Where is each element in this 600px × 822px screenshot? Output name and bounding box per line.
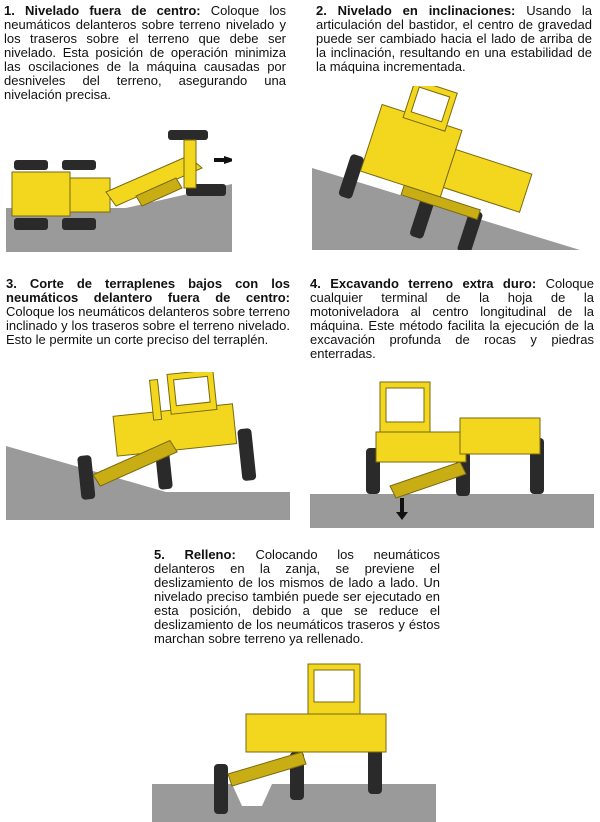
section-2-text [316,4,592,74]
section-4-text [310,277,594,361]
section-4-title: 4. Excavando terreno extra duro: [310,276,537,291]
section-3-text [6,277,290,347]
section-1-text [4,4,286,102]
section-1-body: Coloque los neumáticos delanteros sobre terreno nivelado y los traseros sobre el terreno que debe ser nivelado. Esta posición de operación minimiza las oscilaciones de la máquina causadas por desniveles del terreno, asegurando una nivelación precisa. [4,3,286,102]
illustration-slope-leveling [312,86,580,250]
section-5-text [154,548,440,646]
section-2-body: Usando la articulación del bastidor, el centro de gravedad puede ser cambiado hacia el lado de arriba de la inclinación, resultando en una estabilidad de la máquina incrementada. [316,3,592,74]
section-5-title: 5. Relleno: [154,547,236,562]
illustration-off-center-grading [6,126,232,252]
section-3-body: Coloque los neumáticos delanteros sobre terreno inclinado y los traseros sobre el terreno nivelado. Esto le permite un corte preciso del terraplén. [6,304,291,347]
illustration-filling [152,656,436,822]
section-2-title: 2. Nivelado en inclinaciones: [316,3,516,18]
section-1-title: 1. Nivelado fuera de centro: [4,3,201,18]
illustration-hard-digging [310,372,594,528]
section-4-body: Coloque cualquier terminal de la hoja de la motoniveladora al centro longitudinal de la máquina. Este método facilita la ejecución de la excavación profunda de rocas y piedras enterradas. [310,276,594,361]
section-5-body: Colocando los neumáticos delanteros en la zanja, se previene el deslizamiento de los mismos de lado a lado. Un nivelado preciso también puede ser ejecutado en esta posición, debido a que se reduce el deslizamiento de los neumáticos traseros y éstos marchan sobre terreno ya rellenado. [154,547,440,646]
section-3-title: 3. Corte de terraplenes bajos con los neumáticos delantero fuera de centro: [6,276,290,305]
illustration-embankment-cut [6,372,290,520]
